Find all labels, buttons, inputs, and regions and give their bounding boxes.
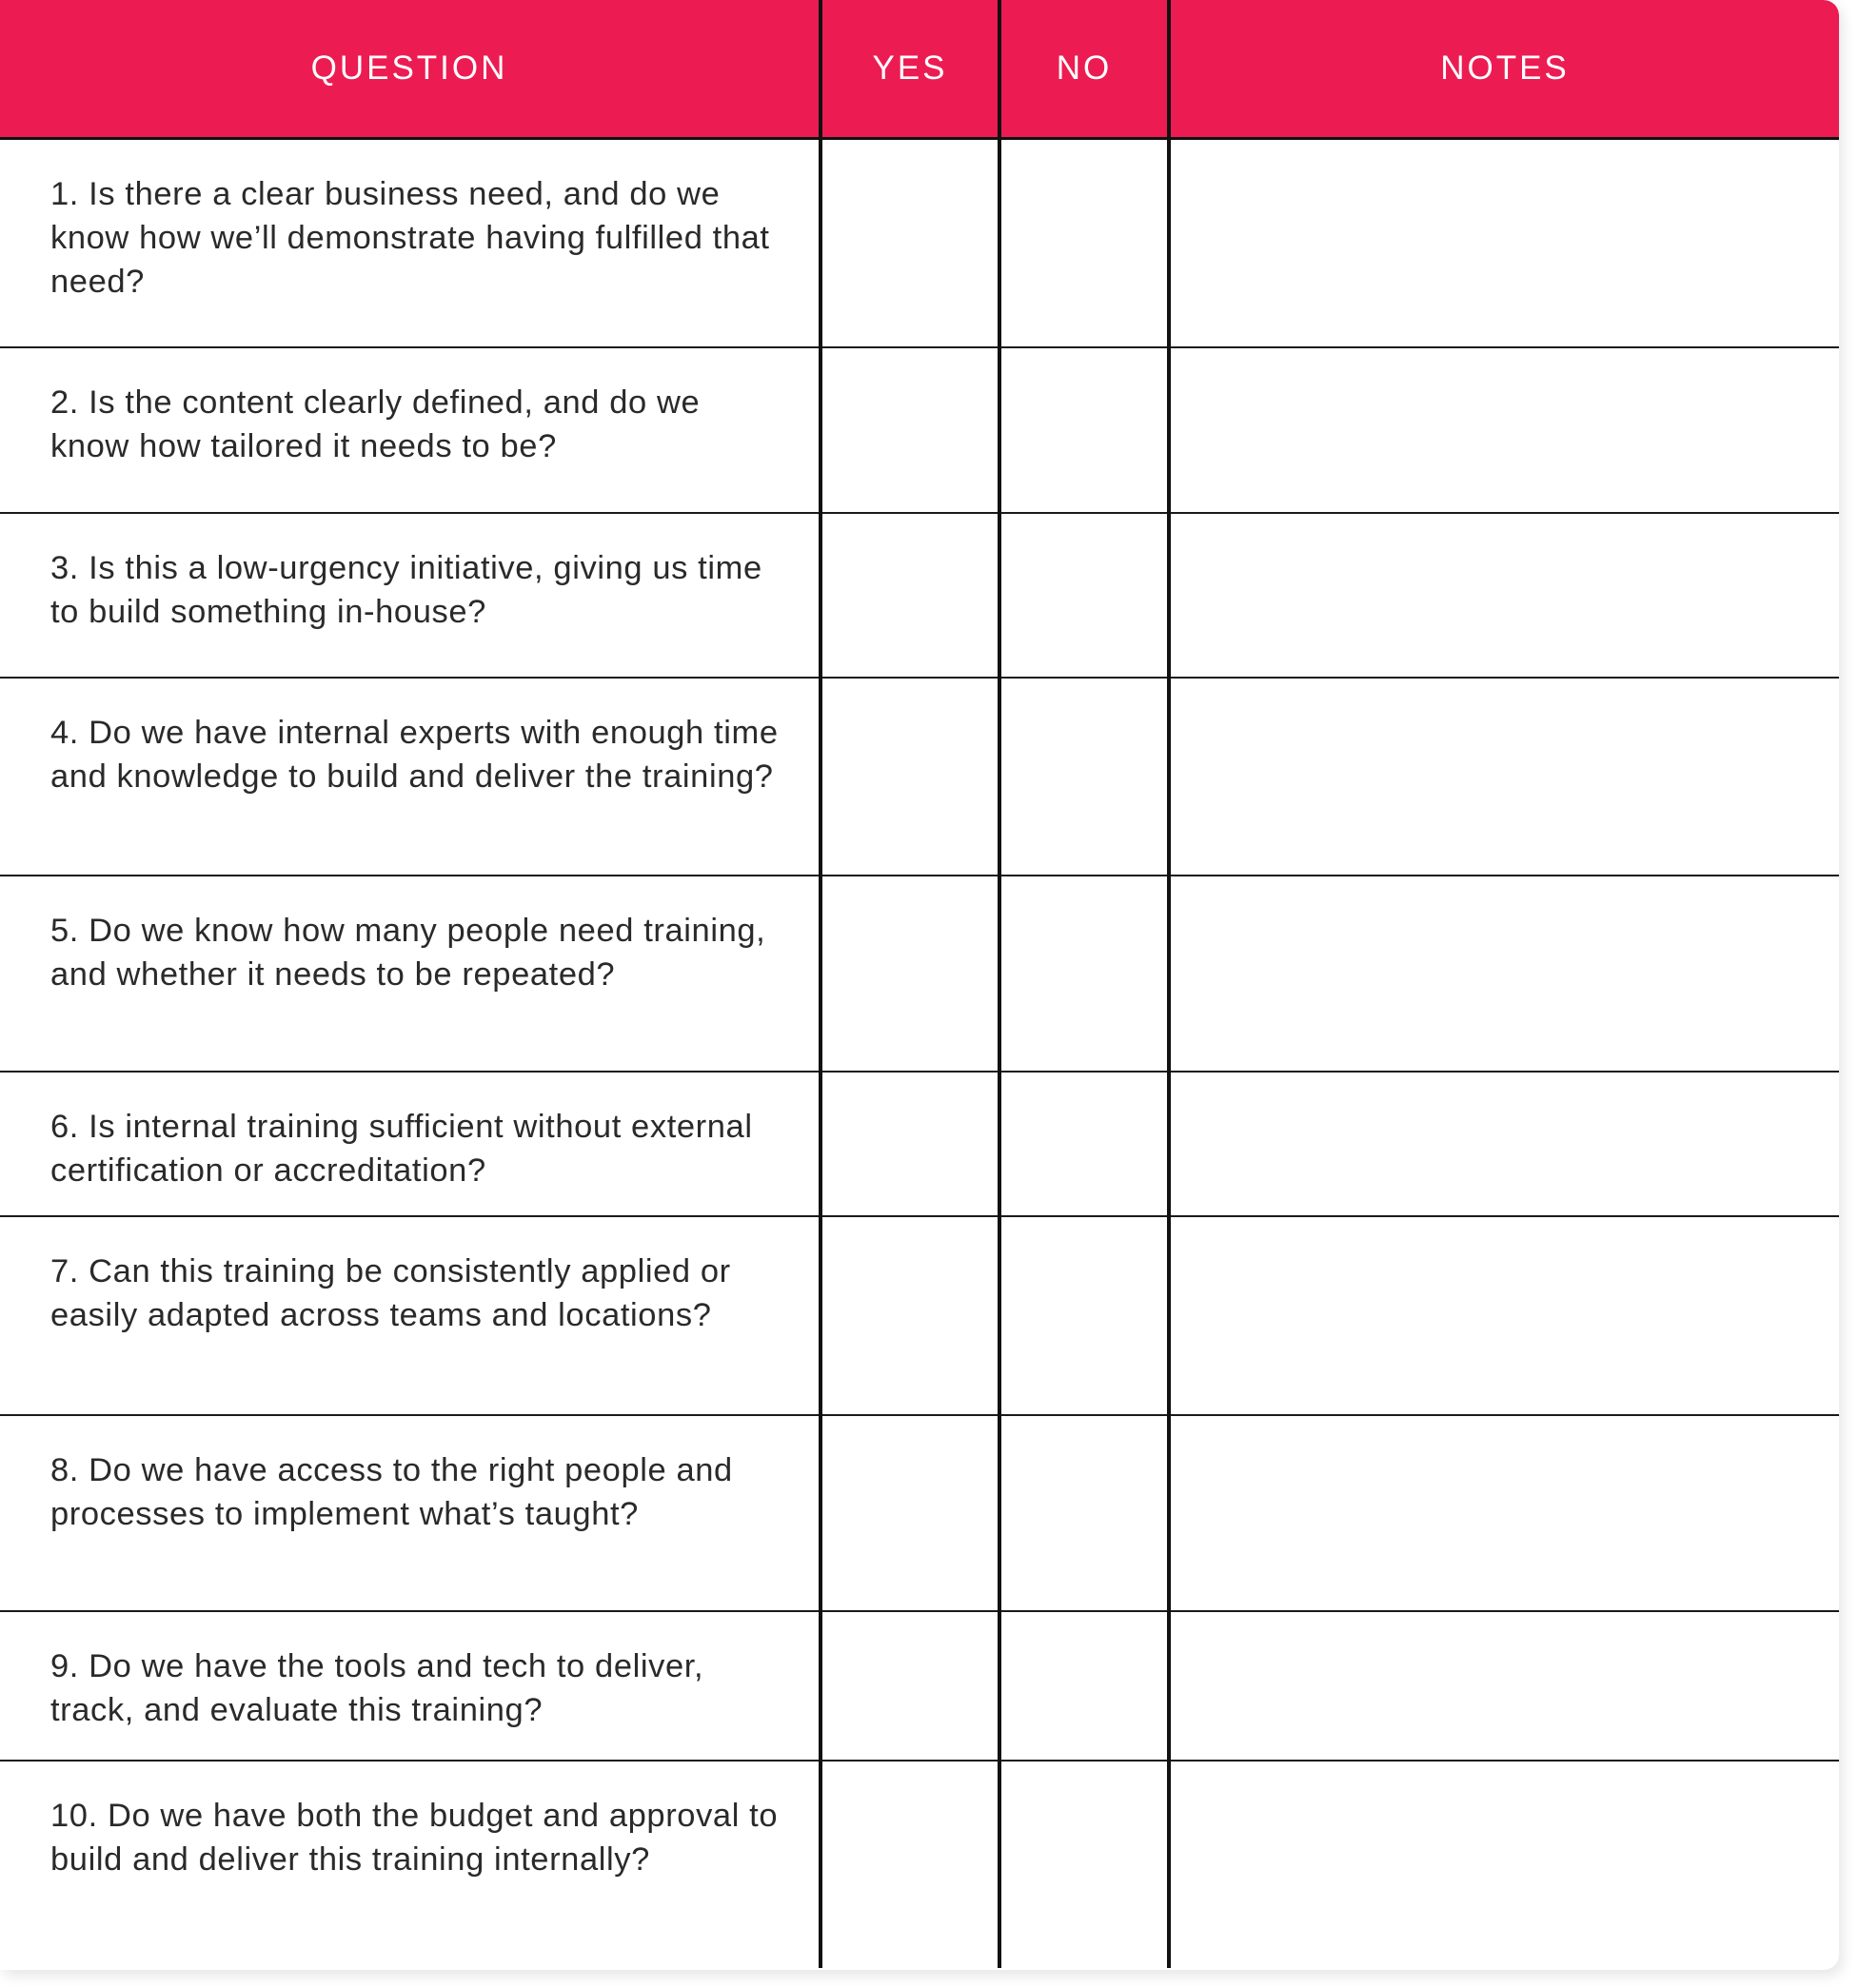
notes-cell[interactable] xyxy=(1169,1611,1839,1761)
question-text: 4. Do we have internal experts with enough time and knowledge to build and deliver the training? xyxy=(0,678,821,876)
yes-cell[interactable] xyxy=(821,513,999,678)
no-cell[interactable] xyxy=(999,1415,1169,1611)
notes-cell[interactable] xyxy=(1169,513,1839,678)
notes-cell[interactable] xyxy=(1169,876,1839,1072)
question-text: 10. Do we have both the budget and approval to build and deliver this training internally? xyxy=(50,1798,779,1878)
header-question: QUESTION xyxy=(0,0,821,138)
question-row-1 xyxy=(0,138,1839,347)
yes-cell[interactable] xyxy=(821,1072,999,1216)
yes-cell[interactable] xyxy=(821,1415,999,1611)
question-text: 2. Is the content clearly defined, and do we know how tailored it needs to be? xyxy=(0,347,821,513)
no-cell[interactable] xyxy=(999,876,1169,1072)
header-yes: YES xyxy=(821,0,999,138)
notes-cell[interactable] xyxy=(1169,1216,1839,1415)
header-row xyxy=(0,0,1839,138)
no-cell[interactable] xyxy=(999,138,1169,347)
header-no: NO xyxy=(999,0,1169,138)
question-text: 5. Do we know how many people need training, and whether it needs to be repeated? xyxy=(0,876,821,1072)
question-text: 8. Do we have access to the right people and processes to implement what’s taught? xyxy=(0,1415,821,1611)
no-cell[interactable] xyxy=(999,347,1169,513)
question-row-8 xyxy=(0,1415,1839,1611)
no-cell[interactable] xyxy=(999,678,1169,876)
question-text: 3. Is this a low-urgency initiative, giving us time to build something in-house? xyxy=(0,513,821,678)
question-row-3 xyxy=(0,513,1839,678)
question-row-7 xyxy=(0,1216,1839,1415)
yes-cell[interactable] xyxy=(821,1761,999,1968)
notes-cell[interactable] xyxy=(1169,678,1839,876)
question-row-6 xyxy=(0,1072,1839,1216)
yes-cell[interactable] xyxy=(821,678,999,876)
question-text: 7. Can this training be consistently applied or easily adapted across teams and locations? xyxy=(0,1216,821,1415)
notes-cell[interactable] xyxy=(1169,1415,1839,1611)
question-text: 9. Do we have the tools and tech to deliver, track, and evaluate this training? xyxy=(0,1611,821,1761)
notes-cell[interactable] xyxy=(1169,138,1839,347)
yes-cell[interactable] xyxy=(821,138,999,347)
question-text: 6. Is internal training sufficient without external certification or accreditation? xyxy=(0,1072,821,1216)
no-cell[interactable] xyxy=(999,1216,1169,1415)
yes-cell[interactable] xyxy=(821,1611,999,1761)
notes-cell[interactable] xyxy=(1169,347,1839,513)
no-cell[interactable] xyxy=(999,1611,1169,1761)
yes-cell[interactable] xyxy=(821,876,999,1072)
no-cell[interactable] xyxy=(999,513,1169,678)
header-notes: NOTES xyxy=(1169,0,1839,138)
question-row-2 xyxy=(0,347,1839,513)
yes-cell[interactable] xyxy=(821,1216,999,1415)
question-row-10 xyxy=(0,1761,1839,1968)
no-cell[interactable] xyxy=(999,1761,1169,1968)
question-text: 1. Is there a clear business need, and do we know how we’ll demonstrate having fulfilled that need? xyxy=(0,138,821,347)
question-row-4 xyxy=(0,678,1839,876)
question-row-9 xyxy=(0,1611,1839,1761)
notes-cell[interactable] xyxy=(1169,1761,1839,1968)
question-row-5 xyxy=(0,876,1839,1072)
yes-cell[interactable] xyxy=(821,347,999,513)
notes-cell[interactable] xyxy=(1169,1072,1839,1216)
no-cell[interactable] xyxy=(999,1072,1169,1216)
